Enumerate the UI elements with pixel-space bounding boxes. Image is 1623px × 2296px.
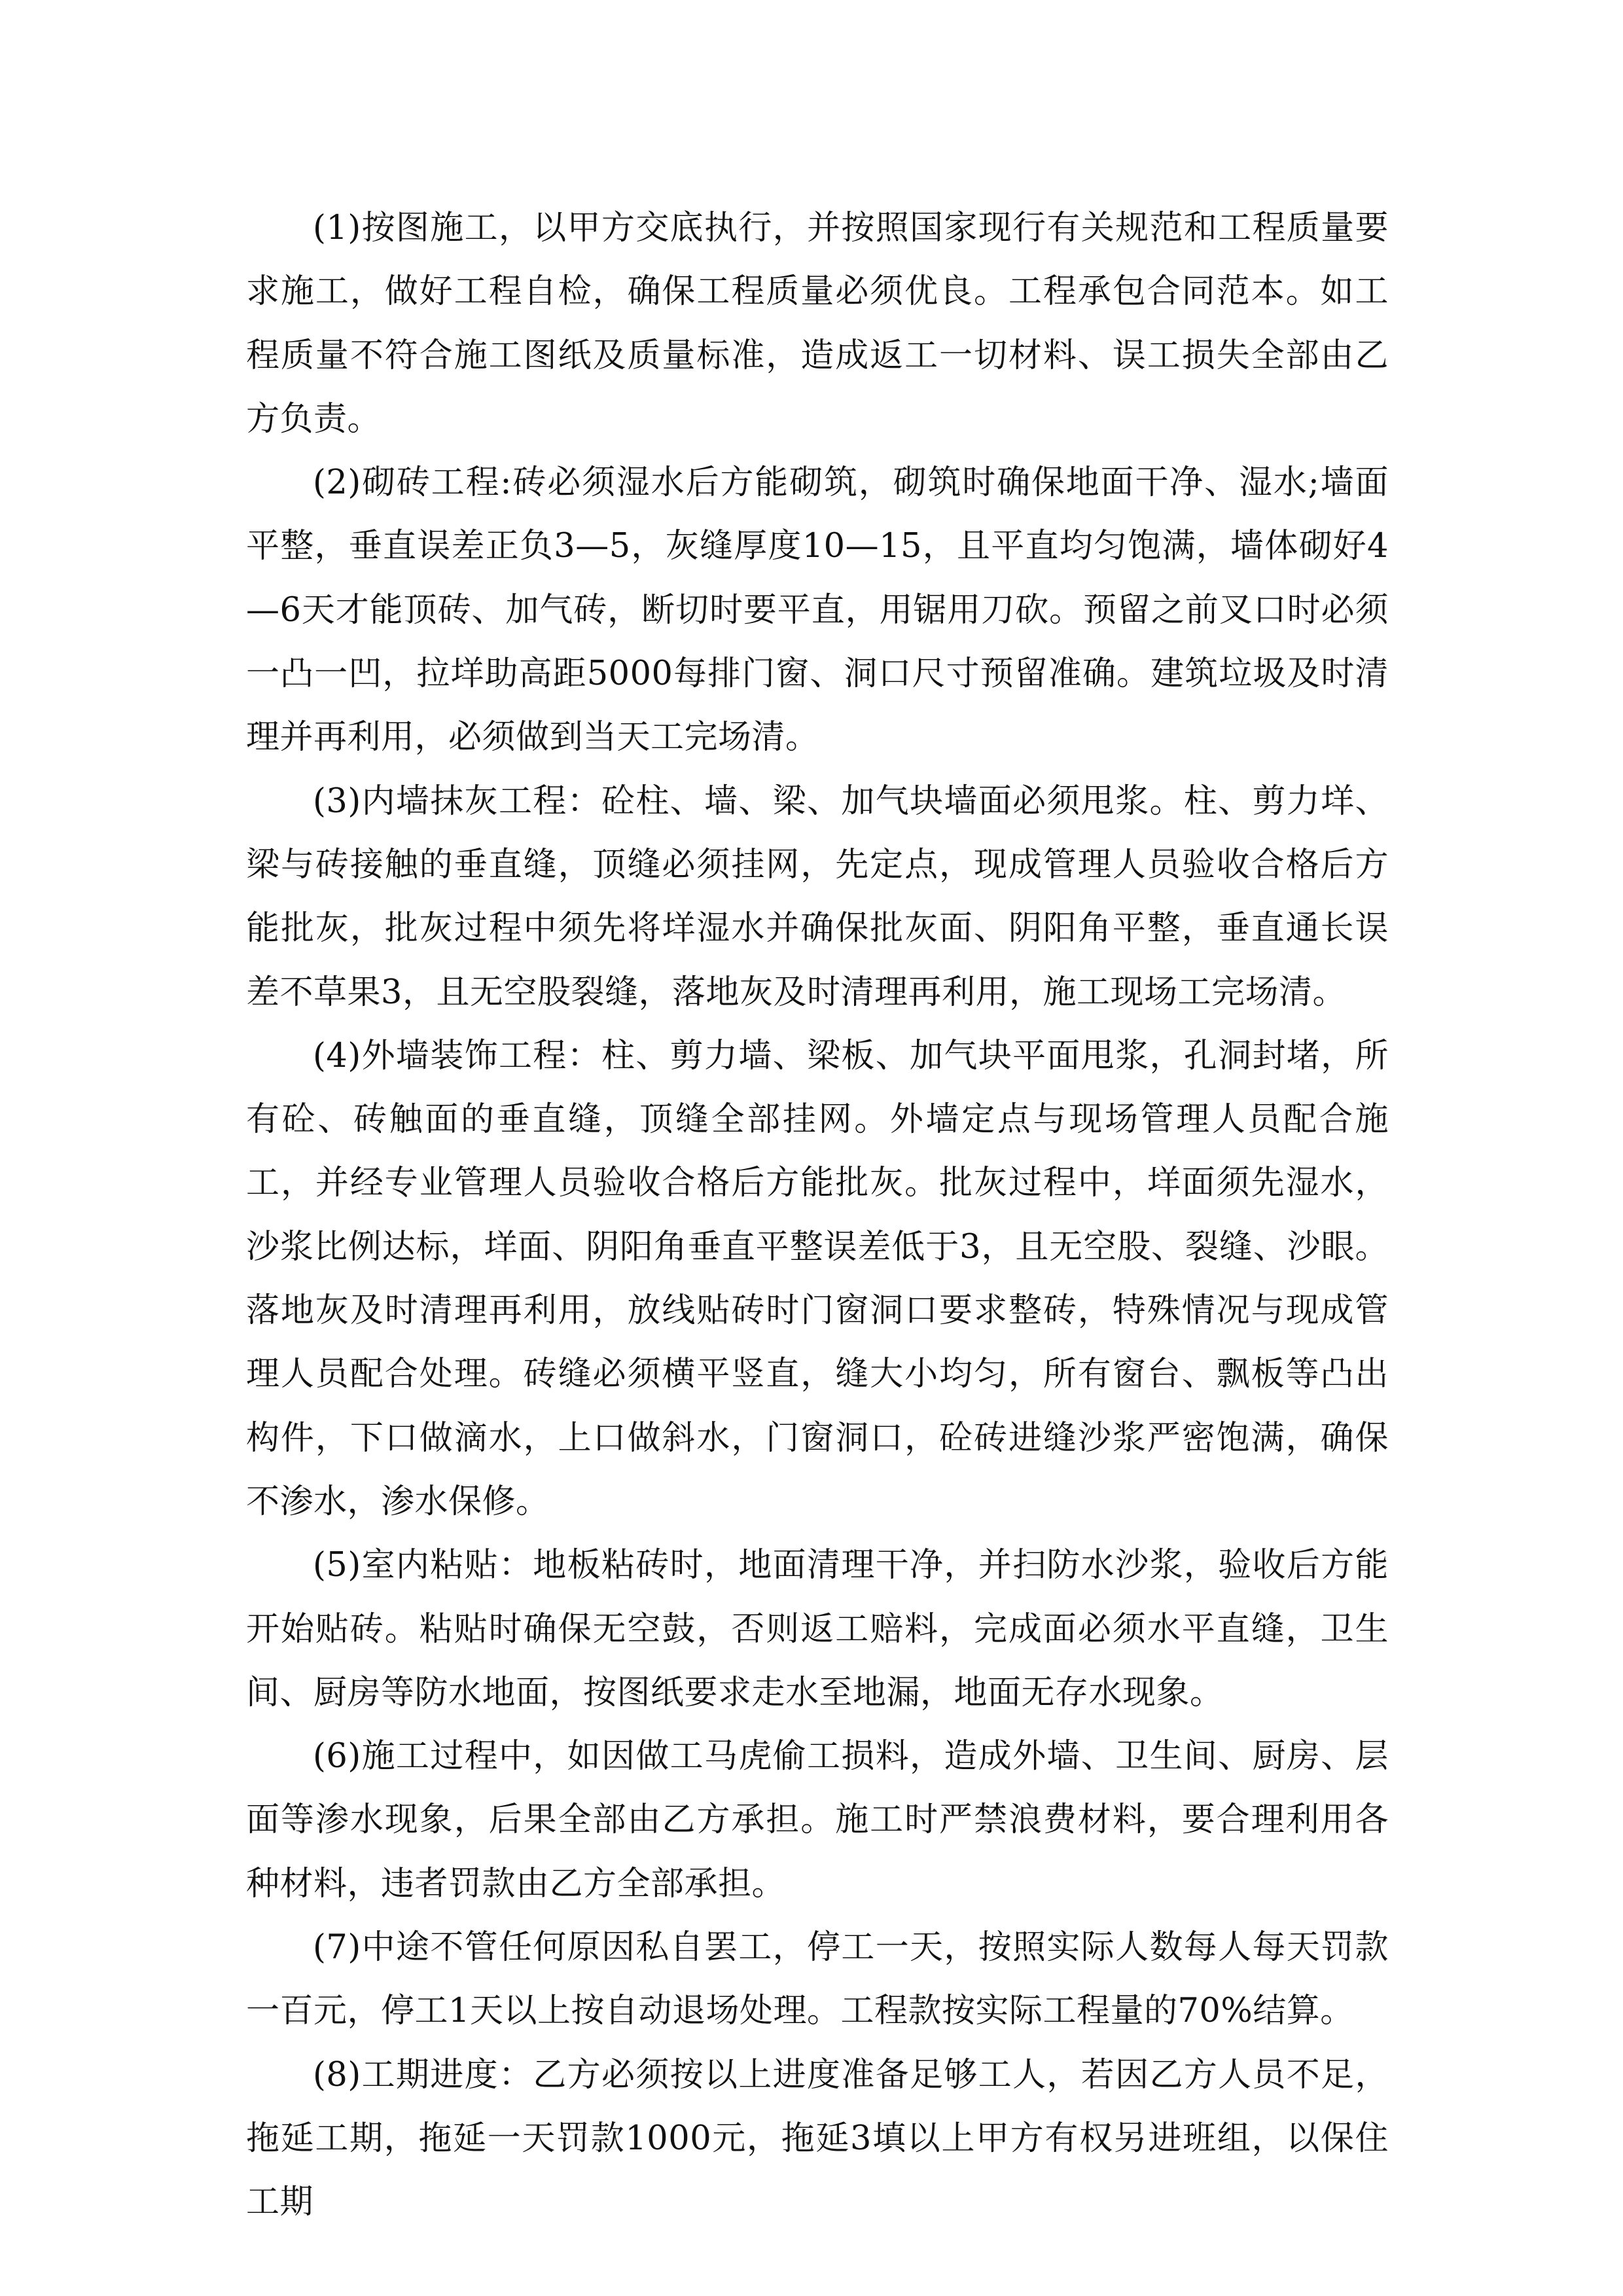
- paragraph-8: (8)工期进度：乙方必须按以上进度准备足够工人，若因乙方人员不足，拖延工期，拖延一天罚款1000元，拖延3填以上甲方有权另进班组，以保住工期: [246, 2055, 1389, 2222]
- paragraph-1: (1)按图施工，以甲方交底执行，并按照国家现行有关规范和工程质量要求施工，做好工程自检，确保工程质量必须优良。工程承包合同范本。如工程质量不符合施工图纸及质量标准，造成返工一切材料、误工损失全部由乙方负责。: [246, 209, 1389, 439]
- paragraph-7: (7)中途不管任何原因私自罢工，停工一天，按照实际人数每人每天罚款一百元，停工1天以上按自动退场处理。工程款按实际工程量的70%结算。: [246, 1928, 1389, 2031]
- paragraph-3: (3)内墙抹灰工程：砼柱、墙、梁、加气块墙面必须甩浆。柱、剪力垟、梁与砖接触的垂直缝，顶缝必须挂网，先定点，现成管理人员验收合格后方能批灰，批灰过程中须先将垟湿水并确保批灰面、阴阳角平整，垂直通长误差不草果3，且无空股裂缝，落地灰及时清理再利用，施工现场工完场清。: [246, 781, 1389, 1012]
- paragraph-6: (6)施工过程中，如因做工马虎偷工损料，造成外墙、卫生间、厨房、层面等渗水现象，后果全部由乙方承担。施工时严禁浪费材料，要合理利用各种材料，违者罚款由乙方全部承担。: [246, 1737, 1389, 1903]
- paragraph-2: (2)砌砖工程:砖必须湿水后方能砌筑，砌筑时确保地面干净、湿水;墙面平整，垂直误差正负3—5，灰缝厚度10—15，且平直均匀饱满，墙体砌好4—6天才能顶砖、加气砖，断切时要平直，用锯用刀砍。预留之前叉口时必须一凸一凹，拉垟助高距5000每排门窗、洞口尺寸预留准确。建筑垃圾及时清理并再利用，必须做到当天工完场清。: [246, 463, 1389, 757]
- document-body: [246, 196, 1389, 2234]
- paragraph-5: (5)室内粘贴：地板粘砖时，地面清理干净，并扫防水沙浆，验收后方能开始贴砖。粘贴时确保无空鼓，否则返工赔料，完成面必须水平直缝，卫生间、厨房等防水地面，按图纸要求走水至地漏，地面无存水现象。: [246, 1546, 1389, 1712]
- paragraph-4: (4)外墙装饰工程：柱、剪力墙、梁板、加气块平面甩浆，孔洞封堵，所有砼、砖触面的垂直缝，顶缝全部挂网。外墙定点与现场管理人员配合施工，并经专业管理人员验收合格后方能批灰。批灰过程中，垟面须先湿水，沙浆比例达标，垟面、阴阳角垂直平整误差低于3，且无空股、裂缝、沙眼。落地灰及时清理再利用，放线贴砖时门窗洞口要求整砖，特殊情况与现成管理人员配合处理。砖缝必须横平竖直，缝大小均匀，所有窗台、飘板等凸出构件，下口做滴水，上口做斜水，门窗洞口，砼砖进缝沙浆严密饱满，确保不渗水，渗水保修。: [246, 1036, 1389, 1521]
